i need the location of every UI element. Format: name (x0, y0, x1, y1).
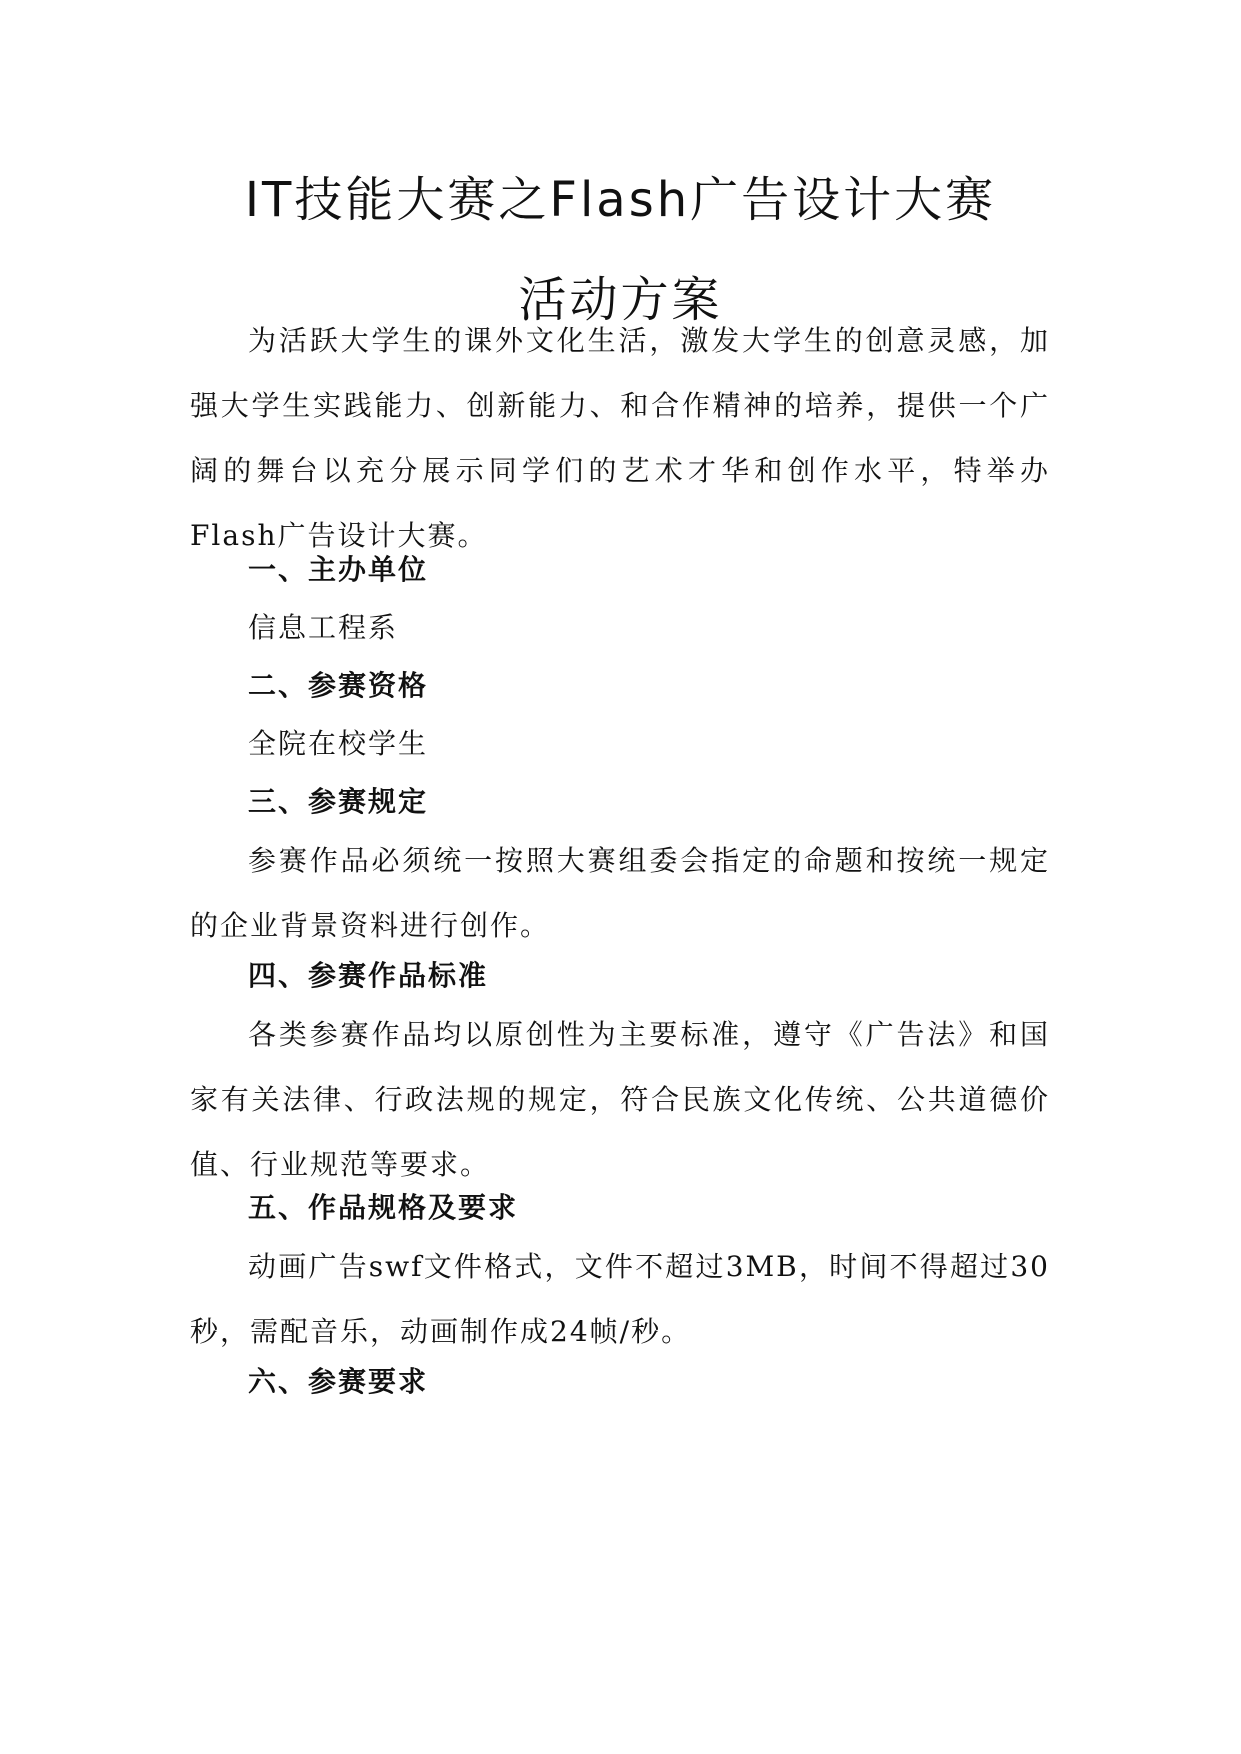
section-heading: 三、参赛规定 (248, 785, 429, 818)
document-title-line-1: IT技能大赛之Flash广告设计大赛 (244, 172, 997, 228)
document-title-line-2: 活动方案 (518, 272, 723, 328)
section-body: 参赛作品必须统一按照大赛组委会指定的命题和按统一规定的企业背景资料进行创作。 (190, 844, 1050, 942)
section-body: 信息工程系 (248, 611, 399, 644)
section-heading: 五、作品规格及要求 (248, 1191, 519, 1224)
intro-paragraph: 为活跃大学生的课外文化生活，激发大学生的创意灵感，加强大学生实践能力、创新能力、和合作精神的培养，提供一个广阔的舞台以充分展示同学们的艺术才华和创作水平，特举办Flash广告设计大赛。 (190, 324, 1050, 552)
section-body: 各类参赛作品均以原创性为主要标准，遵守《广告法》和国家有关法律、行政法规的规定，符合民族文化传统、公共道德价值、行业规范等要求。 (190, 1018, 1050, 1181)
section-heading: 一、主办单位 (248, 553, 429, 586)
section-body: 全院在校学生 (248, 727, 429, 760)
section-body: 动画广告swf文件格式，文件不超过3MB，时间不得超过30秒，需配音乐，动画制作成24帧/秒。 (190, 1250, 1050, 1348)
section-heading: 二、参赛资格 (248, 669, 429, 702)
section-heading: 四、参赛作品标准 (248, 959, 489, 992)
section-heading: 六、参赛要求 (248, 1365, 429, 1398)
